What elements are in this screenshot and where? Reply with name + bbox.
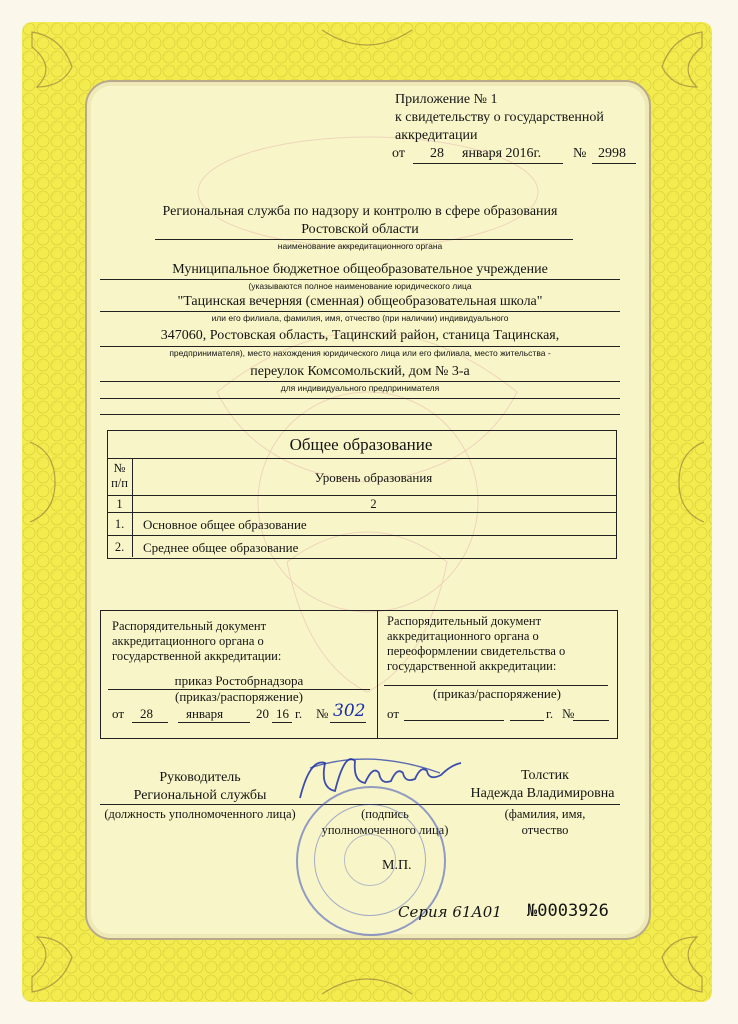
signer-name-caption2: отчество (521, 823, 569, 837)
header-month-year: января 2016г. (462, 146, 542, 161)
organization-caption4: для индивидуального предпринимателя (280, 383, 440, 393)
seal-place-label: М.П. (382, 858, 412, 873)
order-right-caption: (приказ/распоряжение) (433, 686, 561, 701)
header-number: 2998 (598, 146, 626, 161)
table-title: Общее образование (289, 435, 433, 454)
order-right-line4: государственной аккредитации: (387, 659, 557, 673)
signer-surname: Толстик (521, 768, 569, 783)
authority-name-line1: Региональная служба по надзору и контролю в сфере образования (162, 204, 558, 219)
header-day: 28 (430, 146, 444, 161)
form-series: Серия 61А01 (398, 903, 502, 921)
order-right-line3: переоформлении свидетельства о (387, 644, 566, 658)
order-left-caption: (приказ/распоряжение) (175, 689, 303, 704)
organization-caption3: предпринимателя), место нахождения юридического лица или его филиала, место жительства - (169, 348, 551, 358)
organization-caption2: или его филиала, фамилия, имя, отчество (при наличии) индивидуального (211, 313, 509, 323)
order-left-month: января (186, 706, 224, 721)
order-right-line1: Распорядительный документ (387, 614, 542, 628)
table-header-level: Уровень образования (314, 470, 433, 485)
signer-role-caption: (должность уполномоченного лица) (104, 807, 296, 821)
signature-caption-line2: уполномоченного лица) (321, 823, 449, 837)
table-colnum-1: 1 (116, 497, 123, 511)
table-row-1-level: Основное общее образование (143, 517, 307, 532)
signature-caption-line1: (подпись (361, 807, 409, 821)
organization-caption1: (указываются полное наименование юридического лица (248, 281, 472, 291)
order-left-number: 302 (333, 701, 366, 721)
order-left-name: приказ Ростобрнадзора (174, 673, 304, 688)
appendix-subtitle-2: аккредитации (395, 128, 478, 143)
order-left-number-sign: № (316, 706, 329, 721)
order-left-year-g: г. (295, 706, 303, 721)
order-right-line2: аккредитационного органа о (387, 629, 539, 643)
order-left-from: от (112, 706, 125, 721)
authority-caption: наименование аккредитационного органа (277, 241, 443, 251)
form-number: №0003926 (527, 901, 609, 921)
order-right-number-sign: № (562, 706, 575, 721)
order-left-line3: государственной аккредитации: (112, 649, 282, 663)
order-left-day: 28 (140, 706, 153, 721)
organization-address-line1: 347060, Ростовская область, Тацинский район, станица Тацинская, (160, 328, 560, 343)
signer-role-line2: Региональной службы (133, 788, 267, 803)
organization-name-line2: "Тацинская вечерняя (сменная) общеобразовательная школа" (177, 294, 543, 309)
order-left-year-prefix: 20 (256, 706, 269, 721)
handwritten-signature (290, 748, 470, 808)
appendix-title: Приложение № 1 (395, 92, 498, 107)
order-right-year-g: г. (546, 706, 554, 721)
header-number-sign: № (573, 146, 587, 161)
table-colnum-2: 2 (370, 497, 377, 511)
order-left-line1: Распорядительный документ (112, 619, 267, 633)
table-row-2-level: Среднее общее образование (143, 540, 299, 555)
order-left-year-suffix: 16 (276, 706, 289, 721)
signer-name: Надежда Владимировна (470, 786, 615, 801)
signer-name-caption1: (фамилия, имя, (504, 807, 586, 821)
organization-address-line2: переулок Комсомольский, дом № 3-а (250, 364, 470, 379)
table-row-1-num: 1. (114, 517, 125, 531)
signer-role-line1: Руководитель (159, 770, 241, 785)
table-row-2-num: 2. (114, 540, 125, 554)
organization-name-line1: Муниципальное бюджетное общеобразовательное учреждение (172, 262, 548, 277)
header-from-label: от (392, 146, 405, 161)
appendix-subtitle: к свидетельству о государственной (395, 110, 604, 125)
order-right-from: от (387, 706, 400, 721)
table-header-number: № п/п (111, 461, 128, 490)
order-left-line2: аккредитационного органа о (112, 634, 264, 648)
authority-name-line2: Ростовской области (301, 222, 419, 237)
